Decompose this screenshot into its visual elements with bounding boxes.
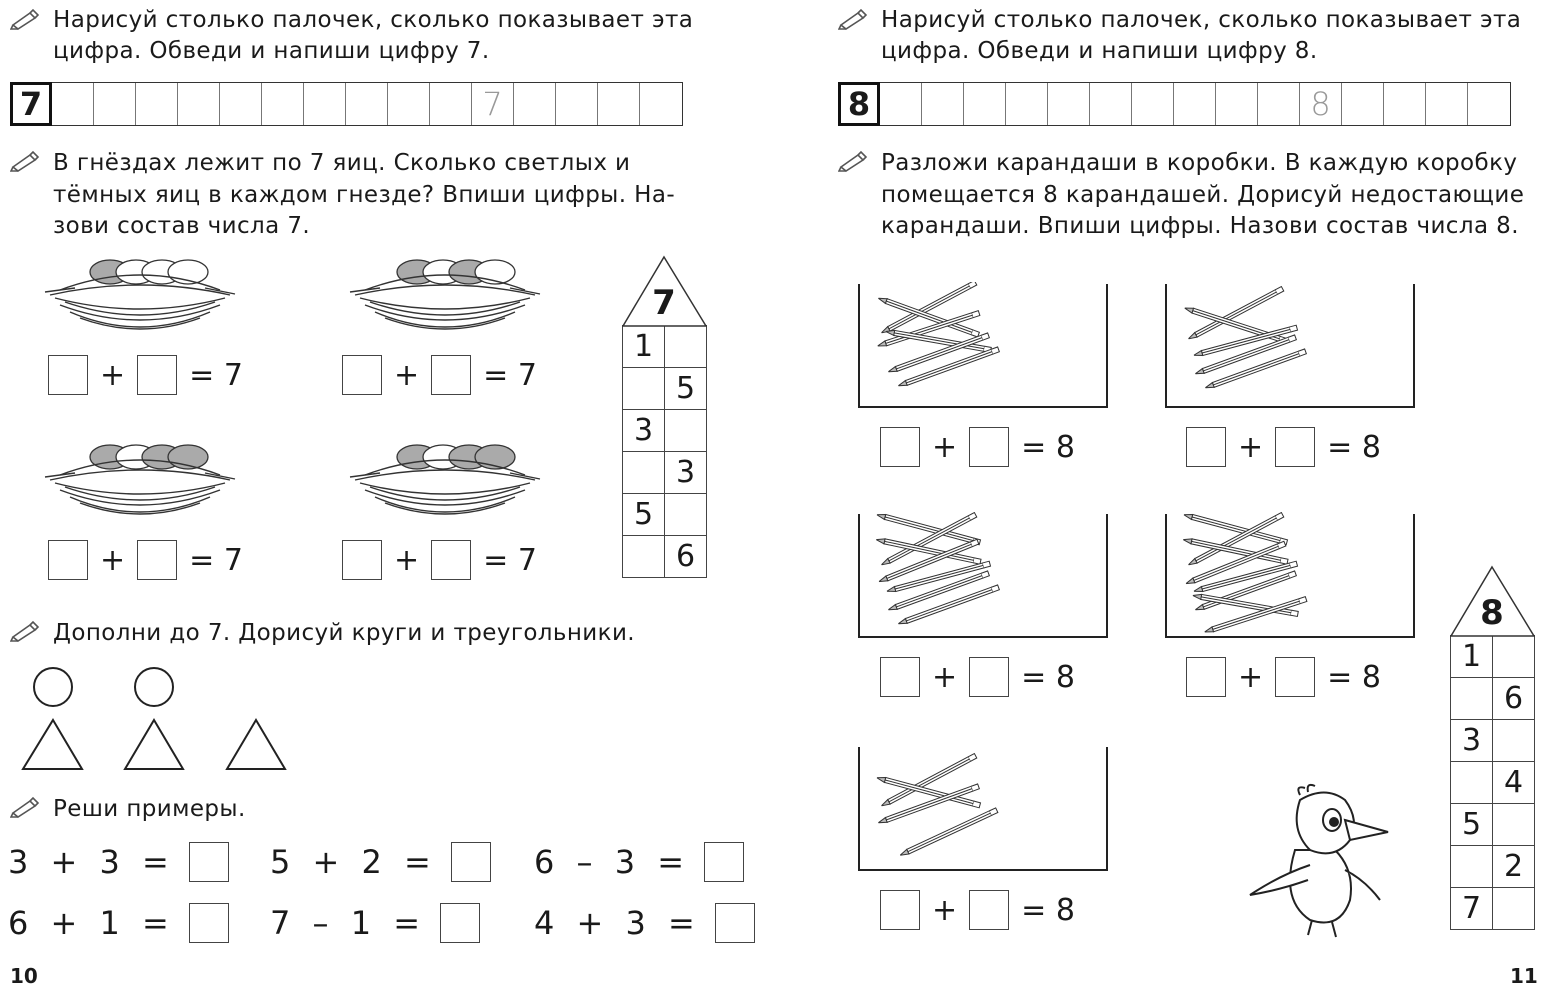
task2-line2: тёмных яиц в каждом гнезде? Впиши цифры. На- [53,182,676,208]
pencil-icon [838,150,868,172]
example-expression: 4 + 3 = [534,904,701,942]
equals-result: = 7 [189,357,243,393]
house-cell[interactable] [665,494,707,536]
house-number: 7 [652,283,676,323]
equation [48,355,255,395]
equals-result: = 7 [483,357,537,393]
answer-box[interactable] [431,540,471,580]
answer-box[interactable] [137,540,177,580]
house-cell[interactable]: 3 [1451,720,1493,762]
answer-box[interactable] [189,903,229,943]
task2-line1: Разложи карандаши в коробки. В каждую коробку [881,150,1518,176]
writing-cell[interactable] [52,83,94,125]
digit-sample: 8 [838,82,880,126]
answer-box[interactable] [137,355,177,395]
pencil-box-image [855,745,1115,875]
writing-cell[interactable] [304,83,346,125]
answer-box[interactable] [969,427,1009,467]
pencil-icon [10,796,40,818]
house-cell[interactable] [1451,846,1493,888]
answer-box[interactable] [969,890,1009,930]
example [270,842,491,882]
equation [342,540,549,580]
answer-box[interactable] [451,842,491,882]
writing-cell[interactable] [964,83,1006,125]
house-cell[interactable]: 1 [1451,636,1493,678]
house-cell[interactable]: 5 [623,494,665,536]
pencil-icon [10,620,40,642]
writing-cell[interactable] [346,83,388,125]
writing-cell[interactable] [640,83,682,125]
writing-cell[interactable] [1090,83,1132,125]
pencil-icon [10,8,40,30]
plus-sign: + [100,357,126,393]
house-cell[interactable] [1451,762,1493,804]
writing-cell[interactable] [388,83,430,125]
writing-cell[interactable] [1468,83,1510,125]
equation [342,355,549,395]
answer-box[interactable] [342,355,382,395]
equation [880,427,1087,467]
plus-sign: + [932,892,958,928]
equals-result: = 8 [1021,892,1075,928]
writing-cell[interactable] [1048,83,1090,125]
example-expression: 6 + 1 = [8,904,175,942]
plus-sign: + [932,659,958,695]
house-cell[interactable]: 5 [1451,804,1493,846]
writing-cell[interactable] [880,83,922,125]
house-cell[interactable] [665,326,707,368]
nest-image [40,250,240,340]
pencil-box-image [1162,512,1422,642]
plus-sign: + [100,542,126,578]
house-cell[interactable]: 3 [623,410,665,452]
example-expression: 7 – 1 = [270,904,427,942]
trace-digit[interactable]: 7 [472,83,514,125]
house-cell[interactable] [623,536,665,578]
task4-text: Реши примеры. [53,796,246,822]
house-cell[interactable] [623,368,665,410]
plus-sign: + [932,429,958,465]
pencil-box-image [1162,282,1422,412]
task3-text: Дополни до 7. Дорисуй круги и треугольники. [53,620,636,646]
house-cell[interactable]: 5 [665,368,707,410]
pencil-box-image [855,512,1115,642]
writing-cell[interactable] [1006,83,1048,125]
pencil-icon [838,8,868,30]
answer-box[interactable] [969,657,1009,697]
house-number: 8 [1480,593,1504,633]
equation [880,890,1087,930]
task1-line1: Нарисуй столько палочек, сколько показывает эта [53,7,694,33]
house-cell[interactable] [665,410,707,452]
house-cell[interactable] [1493,636,1535,678]
answer-box[interactable] [48,540,88,580]
task1-line2: цифра. Обведи и напиши цифру 8. [881,38,1318,64]
task2-line2: помещается 8 карандашей. Дорисуй недостающие [881,182,1525,208]
plus-sign: + [394,542,420,578]
house-cell[interactable] [1493,888,1535,930]
answer-box[interactable] [431,355,471,395]
equals-result: = 8 [1021,429,1075,465]
writing-cell[interactable] [1258,83,1300,125]
example [534,842,744,882]
equation [880,657,1087,697]
page-number: 11 [1510,964,1538,988]
nest-image [345,250,545,340]
writing-cell[interactable] [514,83,556,125]
answer-box[interactable] [715,903,755,943]
digit-writing-strip [838,82,1511,126]
plus-sign: + [1238,659,1264,695]
plus-sign: + [394,357,420,393]
house-cell[interactable]: 2 [1493,846,1535,888]
writing-cell[interactable] [262,83,304,125]
answer-box[interactable] [1275,657,1315,697]
writing-cell[interactable] [1216,83,1258,125]
example [534,903,755,943]
writing-cell[interactable] [136,83,178,125]
house-table [622,325,707,578]
task2-line3: карандаши. Впиши цифры. Назови состав числа 8. [881,213,1519,239]
equation [1186,427,1393,467]
equals-result: = 8 [1327,429,1381,465]
shapes-drawing [20,665,300,775]
nest-image [345,435,545,525]
answer-box[interactable] [189,842,229,882]
example [270,903,480,943]
task1-line2: цифра. Обведи и напиши цифру 7. [53,38,490,64]
writing-cell[interactable] [922,83,964,125]
crow-illustration [1240,780,1400,940]
writing-cell[interactable] [598,83,640,125]
equals-result: = 7 [189,542,243,578]
house-cell[interactable]: 6 [665,536,707,578]
house-cell[interactable]: 6 [1493,678,1535,720]
house-roof [622,255,706,325]
pencil-icon [10,150,40,172]
answer-box[interactable] [48,355,88,395]
answer-box[interactable] [342,540,382,580]
answer-box[interactable] [1186,427,1226,467]
nest-image [40,435,240,525]
house-table [1450,635,1535,930]
page-number: 10 [10,964,38,988]
equation [48,540,255,580]
example [8,842,229,882]
answer-box[interactable] [1186,657,1226,697]
writing-cell[interactable] [1426,83,1468,125]
task2-line1: В гнёздах лежит по 7 яиц. Сколько светлых и [53,150,631,176]
writing-cell[interactable] [1384,83,1426,125]
writing-cell[interactable] [556,83,598,125]
house-cell[interactable]: 7 [1451,888,1493,930]
number-house [622,255,707,578]
pencil-box-image [855,282,1115,412]
answer-box[interactable] [880,657,920,697]
example [8,903,229,943]
answer-box[interactable] [880,890,920,930]
house-cell[interactable] [623,452,665,494]
house-cell[interactable]: 3 [665,452,707,494]
digit-sample: 7 [10,82,52,126]
house-cell[interactable] [1493,804,1535,846]
equals-result: = 8 [1021,659,1075,695]
digit-writing-strip [10,82,683,126]
example-expression: 3 + 3 = [8,843,175,881]
equals-result: = 8 [1327,659,1381,695]
writing-cell[interactable] [1342,83,1384,125]
number-house [1450,565,1535,930]
house-cell[interactable]: 1 [623,326,665,368]
writing-cell[interactable] [94,83,136,125]
house-cell[interactable]: 4 [1493,762,1535,804]
answer-box[interactable] [440,903,480,943]
answer-box[interactable] [1275,427,1315,467]
equation [1186,657,1393,697]
writing-cell[interactable] [1132,83,1174,125]
house-cell[interactable] [1451,678,1493,720]
writing-cell[interactable] [178,83,220,125]
example-expression: 6 – 3 = [534,843,691,881]
writing-cell[interactable] [220,83,262,125]
house-roof [1450,565,1534,635]
trace-digit[interactable]: 8 [1300,83,1342,125]
task1-line1: Нарисуй столько палочек, сколько показывает эта [881,7,1522,33]
answer-box[interactable] [704,842,744,882]
equals-result: = 7 [483,542,537,578]
writing-cell[interactable] [1174,83,1216,125]
answer-box[interactable] [880,427,920,467]
example-expression: 5 + 2 = [270,843,437,881]
writing-cell[interactable] [430,83,472,125]
house-cell[interactable] [1493,720,1535,762]
plus-sign: + [1238,429,1264,465]
task2-line3: зови состав числа 7. [53,213,311,239]
